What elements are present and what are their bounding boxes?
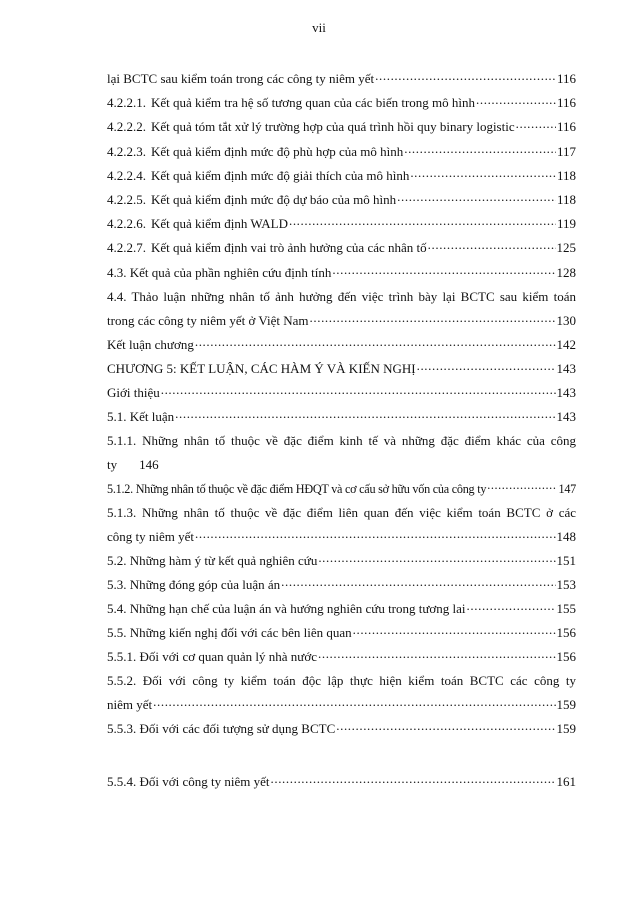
toc-entry-title: Kết quả kiểm định mức độ giải thích của mô hình: [151, 168, 410, 183]
dot-leader: [353, 624, 556, 637]
toc-entry-page: 118: [556, 168, 576, 183]
toc-entry-page: 119: [556, 216, 576, 231]
dot-leader: [153, 696, 555, 709]
dot-leader: [195, 336, 556, 349]
toc-entry-title: 5.3. Những đóng góp của luận án: [107, 577, 281, 592]
dot-leader: [310, 312, 556, 325]
toc-entry-title: 5.5.3. Đối với các đối tượng sử dụng BCTC: [107, 721, 336, 736]
toc-entry-page: 128: [556, 265, 576, 280]
toc-entry-title: 5.5.1. Đối với cơ quan quản lý nhà nước: [107, 649, 317, 664]
toc-entry[interactable]: [107, 118, 576, 135]
toc-entry-page: 116: [556, 95, 576, 110]
toc-entry-page: 159: [556, 697, 576, 712]
toc-entry-title: 5.1.3. Những nhân tố thuộc về đặc điểm liên quan đến việc kiểm toán BCTC ở các: [107, 505, 576, 520]
toc-entry-title: 5.1. Kết luận: [107, 409, 175, 424]
dot-leader: [332, 264, 555, 277]
dot-leader: [476, 94, 556, 107]
toc-entry-page: 116: [556, 119, 576, 134]
toc-entry-page: 151: [556, 553, 576, 568]
toc-entry[interactable]: [107, 648, 576, 665]
toc-entry-title: 5.5.4. Đối với công ty niêm yết: [107, 774, 270, 789]
dot-leader: [336, 720, 555, 733]
dot-leader: [404, 143, 556, 156]
dot-leader: [417, 360, 556, 373]
toc-entry[interactable]: [107, 191, 576, 208]
toc-entry-page: 147: [558, 482, 576, 496]
toc-entry-title: Kết quả kiểm định mức độ dự báo của mô hình: [151, 192, 397, 207]
toc-entry-title: 4.3. Kết quả của phần nghiên cứu định tính: [107, 265, 332, 280]
toc-entry-number: 4.2.2.1.: [107, 95, 146, 110]
toc-entry-title: CHƯƠNG 5: KẾT LUẬN, CÁC HÀM Ý VÀ KIẾN NGHỊ: [107, 361, 416, 376]
toc-entry[interactable]: [107, 288, 576, 305]
toc-entry-title: 5.1.1. Những nhân tố thuộc về đặc điểm kinh tế và những đặc điểm khác của công: [107, 433, 576, 448]
dot-leader: [487, 480, 557, 493]
toc-entry[interactable]: [107, 552, 576, 569]
toc-entry-page: 143: [556, 361, 576, 376]
toc-entry-number: 4.2.2.4.: [107, 168, 146, 183]
toc-entry-number: 4.2.2.3.: [107, 144, 146, 159]
page-number: vii: [312, 20, 326, 35]
dot-leader: [289, 215, 556, 228]
toc-entry-continuation[interactable]: [107, 312, 576, 329]
toc-entry-page: 116: [556, 71, 576, 86]
toc-entry-page: 142: [556, 337, 576, 352]
toc-entry[interactable]: [107, 672, 576, 689]
toc-entry[interactable]: [107, 432, 576, 449]
toc-entry[interactable]: [107, 720, 576, 737]
dot-leader: [271, 773, 556, 786]
toc-entry-title: Kết quả kiểm định vai trò ảnh hưởng của các nhân tố: [151, 240, 427, 255]
toc-entry-page: 143: [556, 385, 576, 400]
toc-entry[interactable]: [107, 480, 576, 498]
dot-leader: [175, 408, 555, 421]
toc-entry-title: Giới thiệu: [107, 385, 160, 400]
toc-entry-continuation[interactable]: [107, 456, 576, 473]
toc-entry-title: Kết quả kiểm tra hệ số tương quan của các biến trong mô hình: [151, 95, 476, 110]
dot-leader: [516, 118, 556, 131]
dot-leader: [281, 576, 555, 589]
toc-entry[interactable]: [107, 408, 576, 425]
toc-entry-title: Kết quả kiểm định WALD: [151, 216, 288, 231]
toc-chapter-heading[interactable]: [107, 360, 576, 377]
toc-entry-page: 125: [556, 240, 576, 255]
toc-entry[interactable]: [107, 600, 576, 617]
toc-entry-page: 153: [556, 577, 576, 592]
toc-entry-title: ty: [107, 457, 118, 472]
toc-entry-title: 5.5. Những kiến nghị đối với các bên liên quan: [107, 625, 352, 640]
dot-leader: [318, 648, 556, 661]
toc-entry-page: 146: [139, 457, 159, 472]
dot-leader: [410, 167, 556, 180]
toc-entry-continuation[interactable]: [107, 528, 576, 545]
toc-entry[interactable]: [107, 70, 576, 87]
toc-entry-title: 4.4. Thảo luận những nhân tố ảnh hưởng đến việc trình bày lại BCTC sau kiểm toán: [107, 289, 576, 304]
dot-leader: [397, 191, 556, 204]
toc-entry-continuation[interactable]: [107, 696, 576, 713]
toc-entry[interactable]: [107, 94, 576, 111]
toc-entry[interactable]: [107, 239, 576, 256]
toc-entry-title: lại BCTC sau kiểm toán trong các công ty niêm yết: [107, 71, 375, 86]
toc-entry-page: 155: [556, 601, 576, 616]
toc-entry-page: 159: [556, 721, 576, 736]
toc-entry-title: niêm yết: [107, 697, 153, 712]
toc-entry[interactable]: [107, 384, 576, 401]
toc-entry[interactable]: [107, 504, 576, 521]
dot-leader: [428, 239, 556, 252]
toc-entry-title: Kết luận chương: [107, 337, 194, 352]
toc-entry-page: 117: [556, 144, 576, 159]
toc-entry-title: 5.1.2. Những nhân tố thuộc về đặc điểm HĐQT và cơ cấu sở hữu vốn của công ty: [107, 482, 487, 496]
toc-entry[interactable]: [107, 264, 576, 281]
toc-entry-title: Kết quả tóm tắt xử lý trường hợp của quá trình hồi quy binary logistic: [151, 119, 515, 134]
toc-entry-number: 4.2.2.6.: [107, 216, 146, 231]
toc-entry-page: 156: [556, 649, 576, 664]
toc-entry[interactable]: [107, 624, 576, 641]
toc-entry[interactable]: [107, 143, 576, 160]
dot-leader: [318, 552, 555, 565]
toc-entry-title: công ty niêm yết: [107, 529, 195, 544]
toc-entry[interactable]: [107, 576, 576, 593]
dot-leader: [161, 384, 556, 397]
toc-entry-page: 161: [556, 774, 576, 789]
toc-entry[interactable]: [107, 336, 576, 353]
toc-entry-title: 5.5.2. Đối với công ty kiểm toán độc lập thực hiện kiểm toán BCTC các công ty: [107, 673, 576, 688]
dot-leader: [195, 528, 555, 541]
toc-entry-number: 4.2.2.2.: [107, 119, 146, 134]
toc-entry-title: Kết quả kiểm định mức độ phù hợp của mô hình: [151, 144, 404, 159]
toc-entry-page: 143: [556, 409, 576, 424]
toc-entry-title: 5.4. Những hạn chế của luận án và hướng nghiên cứu trong tương lai: [107, 601, 466, 616]
toc-entry-title: 5.2. Những hàm ý từ kết quả nghiên cứu: [107, 553, 318, 568]
toc-entry-title: trong các công ty niêm yết ở Việt Nam: [107, 313, 309, 328]
toc-entry-page: 118: [556, 192, 576, 207]
toc-entry-page: 156: [556, 625, 576, 640]
dot-leader: [375, 70, 556, 83]
toc-entry[interactable]: [107, 167, 576, 184]
toc-entry[interactable]: [107, 773, 576, 790]
toc-entry-page: 148: [556, 529, 576, 544]
toc-entry-page: 130: [556, 313, 576, 328]
toc-entry-number: 4.2.2.5.: [107, 192, 146, 207]
toc-entry[interactable]: [107, 215, 576, 232]
toc-entry-number: 4.2.2.7.: [107, 240, 146, 255]
dot-leader: [467, 600, 556, 613]
